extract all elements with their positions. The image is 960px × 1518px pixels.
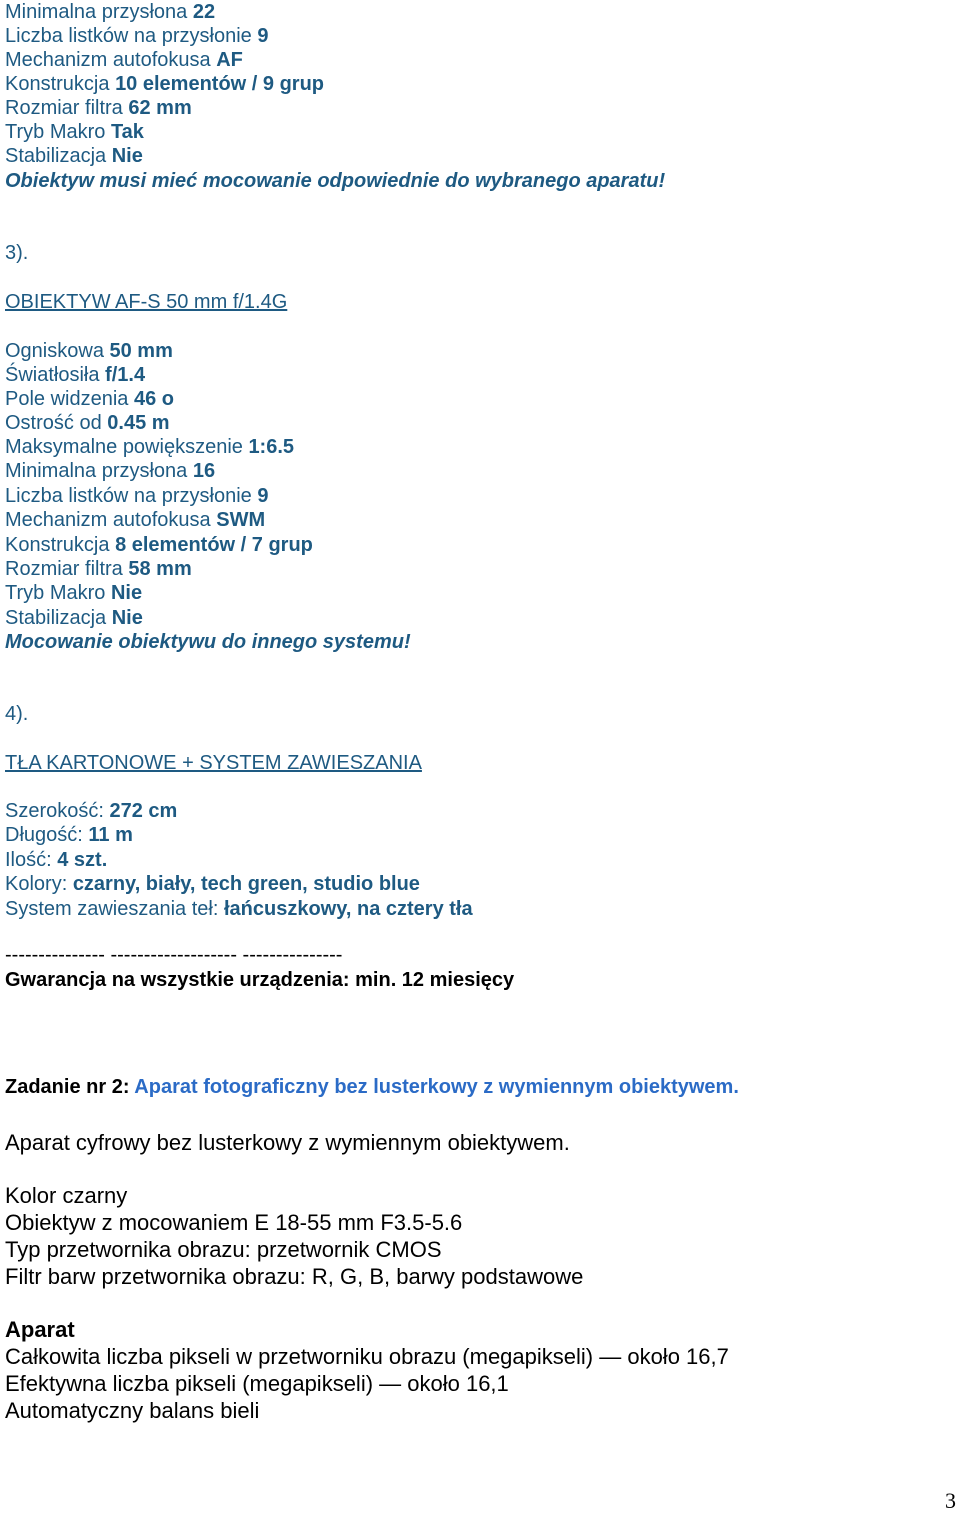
spec-label: Mechanizm autofokusa (5, 509, 217, 531)
spec-line (5, 341, 173, 361)
spec-line (5, 50, 243, 70)
spec-line (5, 98, 192, 118)
spec-line (5, 559, 192, 579)
spec-line (5, 389, 174, 409)
section-title: TŁA KARTONOWE + SYSTEM ZAWIESZANIA (5, 752, 422, 774)
spec-line (5, 122, 144, 142)
spec-line (5, 461, 215, 481)
spec-label: Tryb Makro (5, 582, 111, 604)
spec-label: Maksymalne powiększenie (5, 436, 249, 458)
spec-label: Tryb Makro (5, 121, 111, 143)
spec-label: Ilość: (5, 849, 58, 871)
spec-label: Konstrukcja (5, 73, 116, 95)
spec-value: 1:6.5 (248, 436, 295, 458)
spec-label: Światłosiła (5, 364, 106, 386)
spec-value: łańcuszkowy, na cztery tła (223, 898, 473, 920)
spec-line (5, 899, 473, 919)
spec-label: Rozmiar filtra (5, 97, 129, 119)
spec-label: System zawieszania teł: (5, 898, 224, 920)
page-number: 3 (945, 1488, 956, 1513)
spec-value: Nie (111, 607, 143, 629)
spec-label: Szerokość: (5, 800, 110, 822)
body-line: Automatyczny balans bieli (5, 1398, 260, 1423)
spec-value: 10 elementów / 9 grup (115, 73, 325, 95)
separator-line: --------------- ------------------- --------------- (5, 944, 343, 966)
spec-value: czarny, biały, tech green, studio blue (72, 873, 420, 895)
spec-line (5, 874, 420, 894)
spec-label: Minimalna przysłona (5, 1, 193, 23)
spec-value: 9 (257, 485, 269, 507)
spec-value: 16 (192, 460, 216, 482)
spec-label: Stabilizacja (5, 607, 112, 629)
spec-label: Kolory: (5, 873, 73, 895)
spec-line (5, 437, 294, 457)
task-prefix: Zadanie nr 2: (5, 1076, 135, 1098)
task-heading (5, 1077, 739, 1097)
mount-note: Mocowanie obiektywu do innego systemu! (5, 631, 411, 653)
section-number: 3). (5, 242, 29, 264)
spec-label: Mechanizm autofokusa (5, 49, 217, 71)
spec-value: AF (216, 49, 243, 71)
body-line: Filtr barw przetwornika obrazu: R, G, B, barwy podstawowe (5, 1264, 584, 1289)
section-title: OBIEKTYW AF-S 50 mm f/1.4G (5, 291, 288, 313)
spec-line (5, 850, 107, 870)
spec-value: 46 o (133, 388, 174, 410)
warranty-text: Gwarancja na wszystkie urządzenia: min. 12 miesięcy (5, 969, 515, 991)
spec-value: Nie (111, 145, 143, 167)
spec-label: Ostrość od (5, 412, 108, 434)
spec-line (5, 608, 143, 628)
spec-line (5, 365, 145, 385)
spec-value: 0.45 m (107, 412, 170, 434)
spec-label: Liczba listków na przysłonie (5, 485, 258, 507)
spec-value: 58 mm (128, 558, 192, 580)
spec-value: 22 (192, 1, 216, 23)
section-number: 4). (5, 703, 29, 725)
spec-line (5, 413, 170, 433)
spec-line (5, 535, 313, 555)
spec-label: Minimalna przysłona (5, 460, 193, 482)
body-line: Typ przetwornika obrazu: przetwornik CMOS (5, 1237, 442, 1262)
body-line: Aparat cyfrowy bez lusterkowy z wymiennym obiektywem. (5, 1130, 570, 1155)
body-line: Całkowita liczba pikseli w przetworniku obrazu (megapikseli) — około 16,7 (5, 1344, 729, 1369)
spec-value: Nie (110, 582, 143, 604)
spec-value: f/1.4 (105, 364, 146, 386)
spec-line (5, 801, 177, 821)
spec-line (5, 74, 324, 94)
body-line: Obiektyw z mocowaniem E 18-55 mm F3.5-5.6 (5, 1210, 463, 1235)
spec-label: Rozmiar filtra (5, 558, 129, 580)
spec-value: 11 m (88, 824, 133, 846)
mount-note: Obiektyw musi mieć mocowanie odpowiednie do wybranego aparatu! (5, 170, 666, 192)
aparat-heading: Aparat (5, 1317, 75, 1342)
spec-label: Pole widzenia (5, 388, 134, 410)
spec-value: 8 elementów / 7 grup (115, 534, 313, 556)
spec-line (5, 26, 268, 46)
spec-value: 4 szt. (57, 849, 108, 871)
spec-label: Ogniskowa (5, 340, 110, 362)
spec-value: 50 mm (109, 340, 173, 362)
spec-value: Tak (110, 121, 144, 143)
spec-line (5, 583, 142, 603)
spec-line (5, 486, 268, 506)
spec-line (5, 2, 215, 22)
spec-label: Konstrukcja (5, 534, 116, 556)
spec-line (5, 825, 133, 845)
spec-label: Długość: (5, 824, 89, 846)
spec-value: 62 mm (128, 97, 192, 119)
spec-value: 9 (257, 25, 269, 47)
spec-line (5, 510, 265, 530)
task-title: Aparat fotograficzny bez lusterkowy z wymiennym obiektywem. (134, 1076, 739, 1098)
spec-line (5, 146, 143, 166)
spec-value: SWM (216, 509, 266, 531)
spec-label: Stabilizacja (5, 145, 112, 167)
body-line: Efektywna liczba pikseli (megapikseli) — około 16,1 (5, 1371, 509, 1396)
spec-value: 272 cm (109, 800, 178, 822)
spec-label: Liczba listków na przysłonie (5, 25, 258, 47)
body-line: Kolor czarny (5, 1183, 128, 1208)
